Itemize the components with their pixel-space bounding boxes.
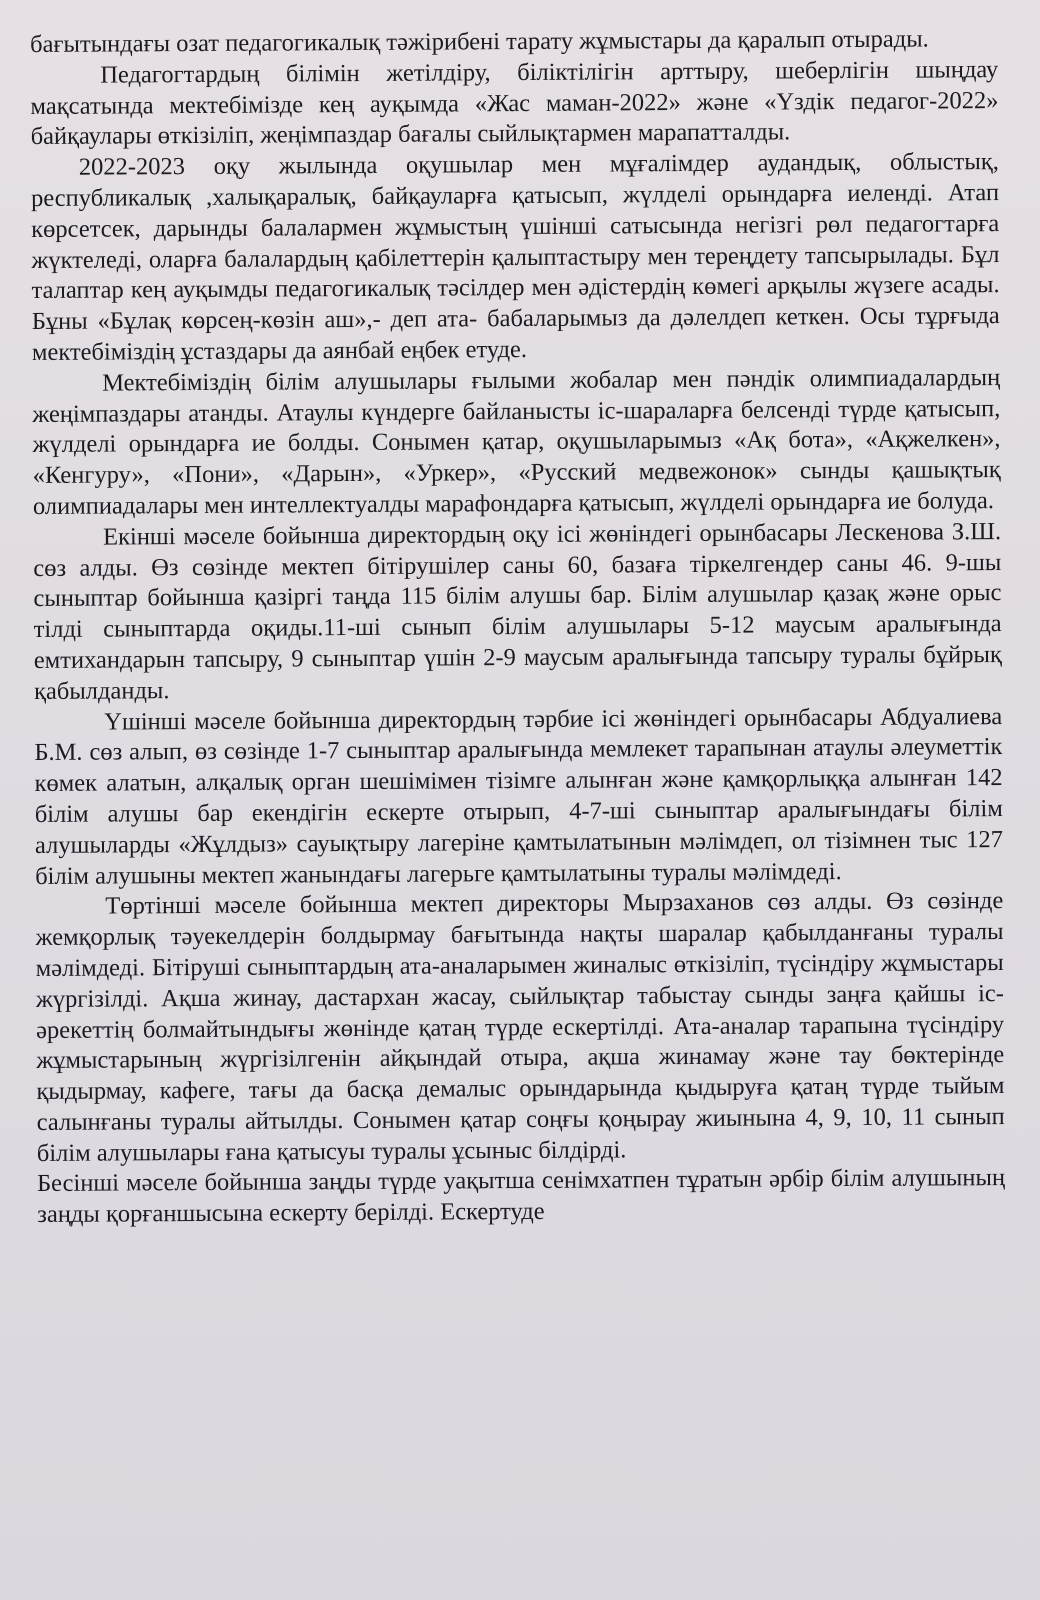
paragraph-1: бағытындағы озат педагогикалық тәжірибені тарату жұмыстары да қаралып отырады. [30,25,929,58]
paragraph-2: Педагогтардың білімін жетілдіру, біліктілігін арттыру, шеберлігін шыңдау мақсатында мектебімізде кең ауқымда «Жас маман-2022» және «Үздік педагог-2022» байқаулары өткізіліп, жеңімпаздар бағалы сыйлықтармен марапатталды. [30,55,999,151]
paragraph-5: Екінші мәселе бойынша директордың оқу ісі жөніндегі орынбасары Лескенова З.Ш. сөз алды. Өз сөзінде мектеп бітірушілер саны 60, базаға тіркелгендер саны 46. 9-шы сыныптар бойынша қазіргі таңда 115 білім алушы бар. Білім алушылар қазақ және орыс тілді сыныптарда оқиды.11-ші сынып білім алушылары 5-12 маусым аралығында емтихандарын тапсыру, 9 сыныптар үшін 2-9 маусым аралығында тапсыру туралы бұйрық қабылданды. [33,517,1002,705]
paragraph-3: 2022-2023 оқу жылында оқушылар мен мұғалімдер аудандық, облыстық, республикалық ,халықаралық, байқауларға қатысып, жүлделі орындарға иеленді. Атап көрсетсек, дарынды балалармен жұмыстың үшінші сатысында негізгі рөл педагогтарға жүктеледі, оларға балалардың қабілеттерін қалыптастыру мен тереңдету тапсырылады. Бұл талаптар кең ауқымды педагогикалық тәсілдер мен әдістердің көмегі арқылы жүзеге асады. Бұны «Бұлақ көрсең-көзін аш»,- деп ата- бабаларымыз да дәлелдеп кеткен. Осы тұрғыда мектебіміздің ұстаздары да аянбай еңбек етуде. [30,148,1000,366]
paragraph-8: Бесінші мәселе бойынша заңды түрде уақытша сенімхатпен тұратын әрбір білім алушының заңды қорғаншысына ескерту берілді. Ескертуде [36,1164,1006,1229]
paragraph-6: Үшінші мәселе бойынша директордың тәрбие ісі жөніндегі орынбасары Абдуалиева Б.М. сөз алып, өз сөзінде 1-7 сыныптар аралығында мемлекет тарапынан атаулы әлеуметтік көмек алатын, алқалық орган шешімімен тізімге алынған және қамқорлыққа алынған 142 білім алушы бар екендігін ескерте отырып, 4-7-ші сыныптар аралығындағы білім алушыларды «Жұлдыз» сауықтыру лагеріне қамтылатынын мәлімдеп, ол тізімнен тыс 127 білім алушыны мектеп жанындағы лагерьге қамтылатыны туралы мәлімдеді. [34,702,1004,890]
paragraph-4: Мектебіміздің білім алушылары ғылыми жобалар мен пәндік олимпиадалардың жеңімпаздары атанды. Атаулы күндерге байланысты іс-шараларға белсенді түрде қатысып, жүлделі орындарға ие болды. Сонымен қатар, оқушыларымыз «Ақ бота», «Ақжелкен», «Кенгуру», «Пони», «Дарын», «Уркер», «Русский медвежонок» сынды қашықтық олимпиадалары мен интеллектуалды марафондарға қатысып, жүлделі орындарға ие болуда. [32,363,1001,520]
paragraph-7: Төртінші мәселе бойынша мектеп директоры Мырзаханов сөз алды. Өз сөзінде жемқорлық тәуекелдерін болдырмау бағытында нақты шаралар қабылданғаны туралы мәлімдеді. Бітіруші сыныптардың ата-аналарымен жиналыс өткізіліп, түсіндіру жұмыстары жүргізілді. Ақша жинау, дастархан жасау, сыйлықтар табыстау сынды заңға қайшы іс-әрекеттің болмайтындығы жөнінде қатаң түрде ескертілді. Ата-аналар тарапына түсіндіру жұмыстарының жүргізілгенін айқындай отыра, ақша жинамау және тау бөктерінде қыдырмау, кафеге, тағы да басқа демалыс орындарында қыдыруға қатаң түрде тыйым салынғаны туралы айтылды. Сонымен қатар соңғы қоңырау жиынына 4, 9, 10, 11 сынып білім алушылары ғана қатысуы туралы ұсыныс білдірді. [35,887,1005,1167]
document-body [30,24,1005,1231]
